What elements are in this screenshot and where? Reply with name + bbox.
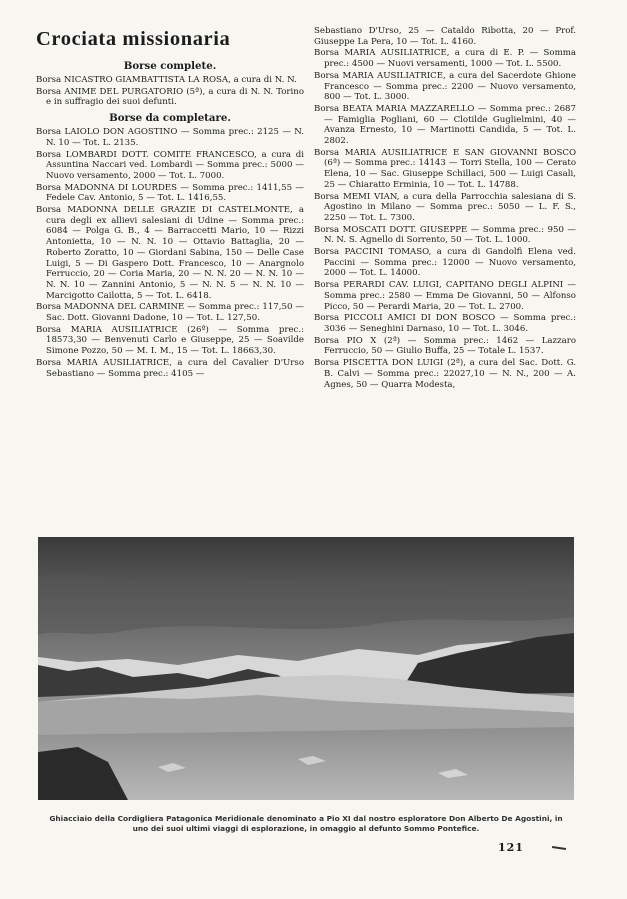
glacier-landscape-image bbox=[38, 537, 574, 800]
heading-incomplete: Borse da completare. bbox=[109, 112, 231, 125]
entry-complete-2: Borsa ANIME DEL PURGATORIO (5ª), a cura di N. N. Torino e in suffragio dei suoi defunti. bbox=[36, 86, 304, 108]
page-number: 121 bbox=[498, 841, 524, 854]
entry-left-1: Borsa LAIOLO DON AGOSTINO — Somma prec.: 2125 — N. N. 10 — Tot. L. 2135. bbox=[36, 127, 304, 148]
decorative-dash bbox=[552, 846, 566, 850]
entry-right-7: Borsa PACCINI TOMASO, a cura di Gandolfi Elena ved. Paccini — Somma prec.: 12000 — Nuovo versamento, 2000 — Tot. L. 14000. bbox=[314, 247, 576, 279]
entry-right-2: Borsa MARIA AUSILIATRICE, a cura del Sacerdote Ghione Francesco — Somma prec.: 2200 — Nuovo versamento, 800 — Tot. L. 3000. bbox=[314, 70, 576, 103]
right-column bbox=[314, 26, 576, 391]
entry-left-5: Borsa MADONNA DEL CARMINE — Somma prec.: 117,50 — Sac. Dott. Giovanni Dadone, 10 — Tot. L. 127,50. bbox=[36, 302, 304, 324]
entry-right-10: Borsa PIO X (2ª) — Somma prec.: 1462 — Lazzaro Ferruccio, 50 — Giulio Buffa, 25 — Totale L. 1537. bbox=[314, 335, 576, 357]
page-title: Crociata missionaria bbox=[36, 28, 231, 50]
entry-left-3: Borsa MADONNA DI LOURDES — Somma prec.: 1411,55 — Fedele Cav. Antonio, 5 — Tot. L. 1416,55. bbox=[36, 182, 304, 204]
entry-left-4: Borsa MADONNA DELLE GRAZIE DI CASTELMONTE, a cura degli ex allievi salesiani di Udine — Somma prec.: 6084 — Polga G. B., 4 — Barraccetti Mario, 10 — Rizzi Antonietta, 10 — N. N. 10 — Ottavio Battaglia, 20 — Roberto Zoratto, 10 — Giordani Sabina, 150 — Delle Case Luigi, 5 — Di Gaspero Dott. Francesco, 10 — Anargnolo Ferruccio, 20 — Coria Maria, 20 — N. N. 20 — N. N. 10 — N. N. 10 — Zannini Antonio, 5 — N. N. 5 — N. N. 10 — Marcigotto Cailotta, 5 — Tot. L. 6418. bbox=[36, 205, 304, 301]
entry-right-11: Borsa PISCETTA DON LUIGI (2ª), a cura del Sac. Dott. G. B. Calvi — Somma prec.: 22027,10 — N. N., 200 — A. Agnes, 50 — Quarra Modesta, bbox=[314, 358, 576, 390]
entry-right-8: Borsa PERARDI CAV. LUIGI, CAPITANO DEGLI ALPINI — Somma prec.: 2580 — Emma De Giovanni, 50 — Alfonso Picco, 50 — Perardi Maria, 20 — Tot. L. 2700. bbox=[314, 280, 576, 312]
entry-right-6: Borsa MOSCATI DOTT. GIUSEPPE — Somma prec.: 950 — N. N. S. Agnello di Sorrento, 50 — Tot. L. 1000. bbox=[314, 224, 576, 246]
photo-caption: Ghiacciaio della Cordigliera Patagonica Meridionale denominato a Pio XI dal nostro esploratore Don Alberto De Agostini, in uno dei suoi ultimi viaggi di esplorazione, in omaggio al defunto Sommo Pontefice. bbox=[49, 814, 563, 834]
entry-continuation: Sebastiano D'Urso, 25 — Cataldo Ribotta, 20 — Prof. Giuseppe La Pera, 10 — Tot. L. 4160. bbox=[314, 26, 576, 47]
entry-right-5: Borsa MEMI VIAN, a cura della Parrocchia salesiana di S. Agostino in Milano — Somma prec.: 5050 — L. F. S., 2250 — Tot. L. 7300. bbox=[314, 191, 576, 223]
left-column bbox=[36, 22, 304, 380]
entry-right-1: Borsa MARIA AUSILIATRICE, a cura di E. P. — Somma prec.: 4500 — Nuovi versamenti, 1000 — Tot. L. 5500. bbox=[314, 48, 576, 70]
glacier-photo bbox=[38, 537, 574, 800]
entry-right-3: Borsa BEATA MARIA MAZZARELLO — Somma prec.: 2687 — Famiglia Pogliani, 60 — Clotilde Guglielmini, 40 — Avanza Ernesto, 10 — Martinotti Candida, 5 — Tot. L. 2802. bbox=[314, 103, 576, 147]
entry-complete-1: Borsa NICASTRO GIAMBATTISTA LA ROSA, a cura di N. N. bbox=[36, 75, 297, 85]
heading-complete: Borse complete. bbox=[123, 60, 217, 72]
entry-left-2: Borsa LOMBARDI DOTT. COMITE FRANCESCO, a cura di Assuntina Naccari ved. Lombardi — Somma prec.: 5000 — Nuovo versamento, 2000 — Tot. L. 7000. bbox=[36, 149, 304, 181]
entry-left-6: Borsa MARIA AUSILIATRICE (26ª) — Somma prec.: 18573,30 — Benvenuti Carlo e Giuseppe, 25 — Soavilde Simone Pozzo, 50 — M. I. M., 15 — Tot. L. 18663,30. bbox=[36, 324, 304, 357]
entry-left-7: Borsa MARIA AUSILIATRICE, a cura del Cavalier D'Urso Sebastiano — Somma prec.: 4105 — bbox=[36, 357, 304, 379]
entry-right-4: Borsa MARIA AUSILIATRICE E SAN GIOVANNI BOSCO (6ª) — Somma prec.: 14143 — Torri Stella, 100 — Cerato Elena, 10 — Sac. Giuseppe Schillaci, 500 — Luigi Casali, 25 — Chiaratto Erminia, 10 — Tot. L. 14788. bbox=[314, 147, 576, 190]
entry-right-9: Borsa PICCOLI AMICI DI DON BOSCO — Somma prec.: 3036 — Seneghini Darnaso, 10 — Tot. L. 3046. bbox=[314, 313, 576, 334]
